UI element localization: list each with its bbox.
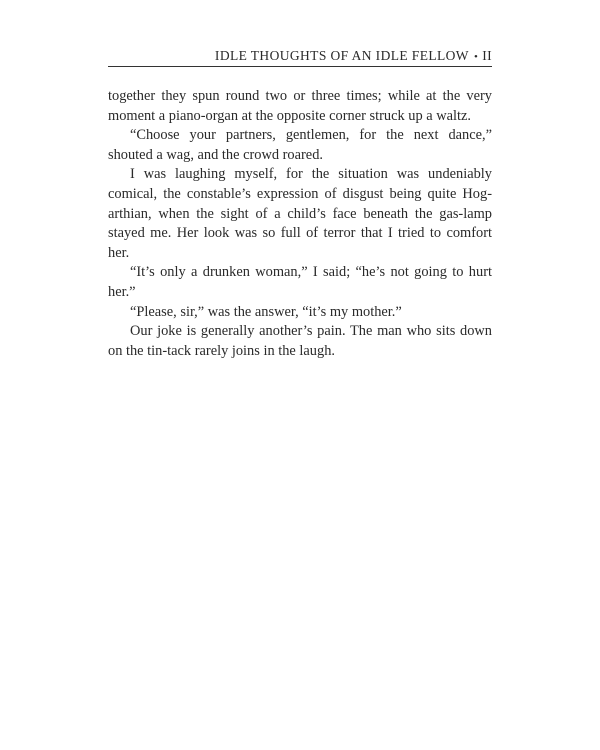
paragraph-laughing: I was laughing myself, for the situation was undeniably comical, the constable’s expression of disgust being quite Hogarthian, when the sight of a child’s face beneath the gas-lamp stayed me. Her look was so full of terror that I tried to comfort her. bbox=[108, 166, 492, 261]
header-rule bbox=[108, 66, 492, 67]
paragraph-drunken-woman: “It’s only a drunken woman,” I said; “he’s not going to hurt her.” bbox=[108, 264, 492, 300]
paragraph-mother: “Please, sir,” was the answer, “it’s my mother.” bbox=[130, 303, 402, 320]
paragraph-dance-call: “Choose your partners, gentlemen, for the next dance,” shouted a wag, and the crowd roared. bbox=[108, 127, 492, 163]
book-title: IDLE THOUGHTS OF AN IDLE FELLOW bbox=[214, 48, 469, 63]
paragraph-joke: Our joke is generally another’s pain. The man who sits down on the tin-tack rarely joins in the laugh. bbox=[108, 323, 492, 359]
page-body bbox=[108, 87, 492, 361]
page-number: II bbox=[482, 48, 492, 63]
paragraph-continuation: together they spun round two or three times; while at the very moment a piano-organ at the opposite corner struck up a waltz. bbox=[108, 88, 492, 124]
header-separator: • bbox=[473, 51, 479, 63]
running-header bbox=[108, 40, 492, 64]
